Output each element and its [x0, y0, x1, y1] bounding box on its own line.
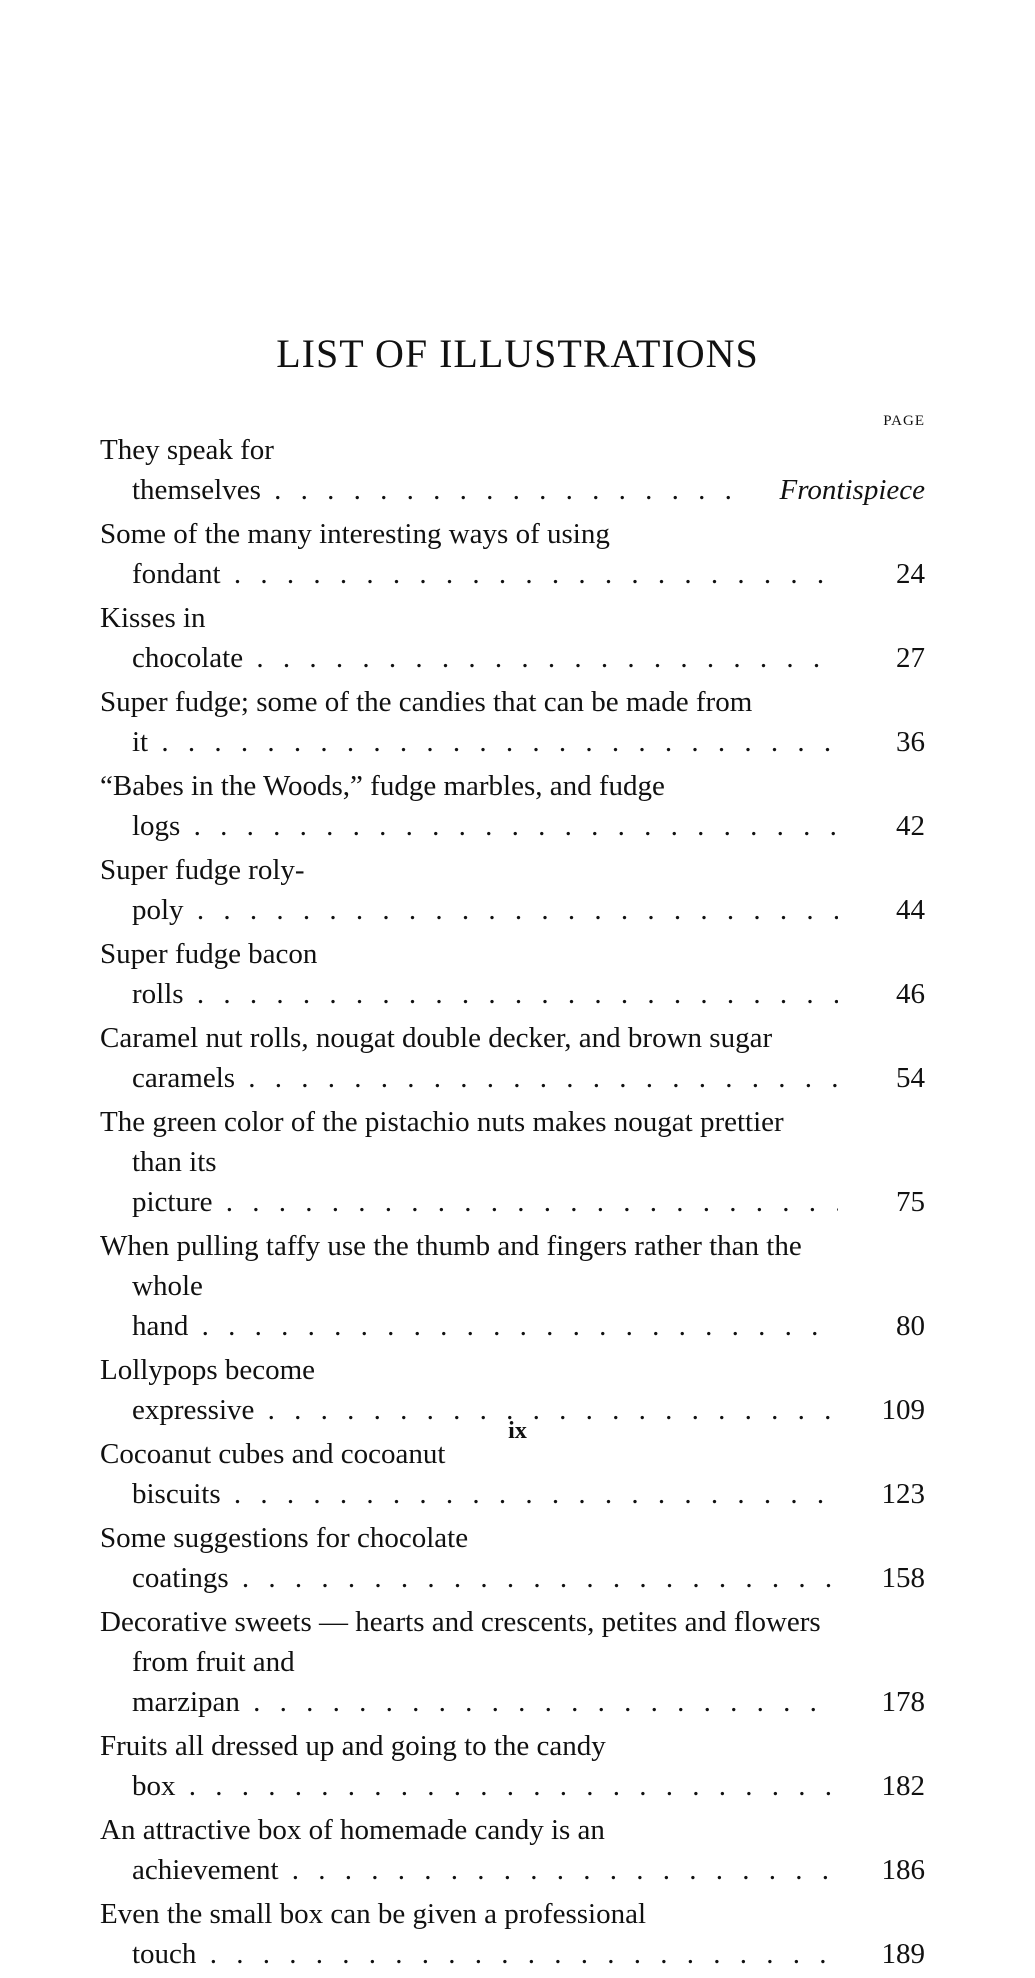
entry-caption: Some suggestions for chocolate coatings . . . — [100, 1522, 838, 1594]
list-item — [100, 1518, 925, 1598]
entry-page: 46 — [838, 974, 925, 1014]
list-item — [100, 934, 925, 1014]
list-item — [100, 514, 925, 594]
entry-caption: “Babes in the Woods,” fudge marbles, and fudge logs . . . — [100, 770, 838, 842]
list-item — [100, 766, 925, 846]
entry-page: 80 — [838, 1306, 925, 1346]
entry-page: 54 — [838, 1058, 925, 1098]
entry-caption: Super fudge bacon rolls . . . — [100, 938, 838, 1010]
list-item — [100, 1726, 925, 1806]
list-item — [100, 1894, 925, 1974]
list-item — [100, 1226, 925, 1346]
entry-page: 24 — [838, 554, 925, 594]
entry-page: 27 — [838, 638, 925, 678]
entry-caption: Decorative sweets — hearts and crescents, petites and flowers from fruit and marzipan . . . — [100, 1606, 838, 1718]
entry-caption: Even the small box can be given a professional touch . . . — [100, 1898, 838, 1970]
page-column-label: PAGE — [883, 413, 925, 429]
entry-page: 123 — [838, 1474, 925, 1514]
list-item — [100, 850, 925, 930]
entry-caption: Super fudge; some of the candies that can be made from it . . . — [100, 686, 838, 758]
page-title: LIST OF ILLUSTRATIONS — [276, 331, 759, 376]
list-item — [100, 1018, 925, 1098]
entry-caption: Super fudge roly-poly . . . — [100, 854, 838, 926]
list-item — [100, 598, 925, 678]
entry-caption: Lollypops become expressive . . . — [100, 1354, 838, 1426]
entry-caption: Some of the many interesting ways of using fondant . . . — [100, 518, 838, 590]
list-item — [100, 682, 925, 762]
page-number: ix — [508, 1418, 527, 1444]
entry-page: 189 — [838, 1934, 925, 1974]
entry-page: Frontispiece — [743, 470, 925, 510]
entry-page: 44 — [838, 890, 925, 930]
entry-page: 42 — [838, 806, 925, 846]
entry-caption: Fruits all dressed up and going to the candy box . . . — [100, 1730, 838, 1802]
list-item — [100, 1434, 925, 1514]
entry-caption: When pulling taffy use the thumb and fingers rather than the whole hand . . . — [100, 1230, 838, 1342]
entry-caption: Cocoanut cubes and cocoanut biscuits . . . — [100, 1438, 838, 1510]
entry-page: 182 — [838, 1766, 925, 1806]
list-item — [100, 1102, 925, 1222]
list-item — [100, 1602, 925, 1722]
list-item — [100, 430, 925, 510]
entry-page: 158 — [838, 1558, 925, 1598]
entry-page: 109 — [838, 1390, 925, 1430]
entry-page: 36 — [838, 722, 925, 762]
entry-caption: An attractive box of homemade candy is an achievement . . . — [100, 1814, 838, 1886]
entry-page: 178 — [838, 1682, 925, 1722]
illustrations-list — [100, 430, 925, 1978]
entry-caption: Caramel nut rolls, nougat double decker, and brown sugar caramels . . . — [100, 1022, 838, 1094]
entry-caption: They speak for themselves . . . — [100, 434, 743, 506]
entry-page: 75 — [838, 1182, 925, 1222]
list-item — [100, 1810, 925, 1890]
entry-caption: The green color of the pistachio nuts makes nougat prettier than its picture . . . — [100, 1106, 838, 1218]
entry-caption: Kisses in chocolate . . . — [100, 602, 838, 674]
entry-page: 186 — [838, 1850, 925, 1890]
